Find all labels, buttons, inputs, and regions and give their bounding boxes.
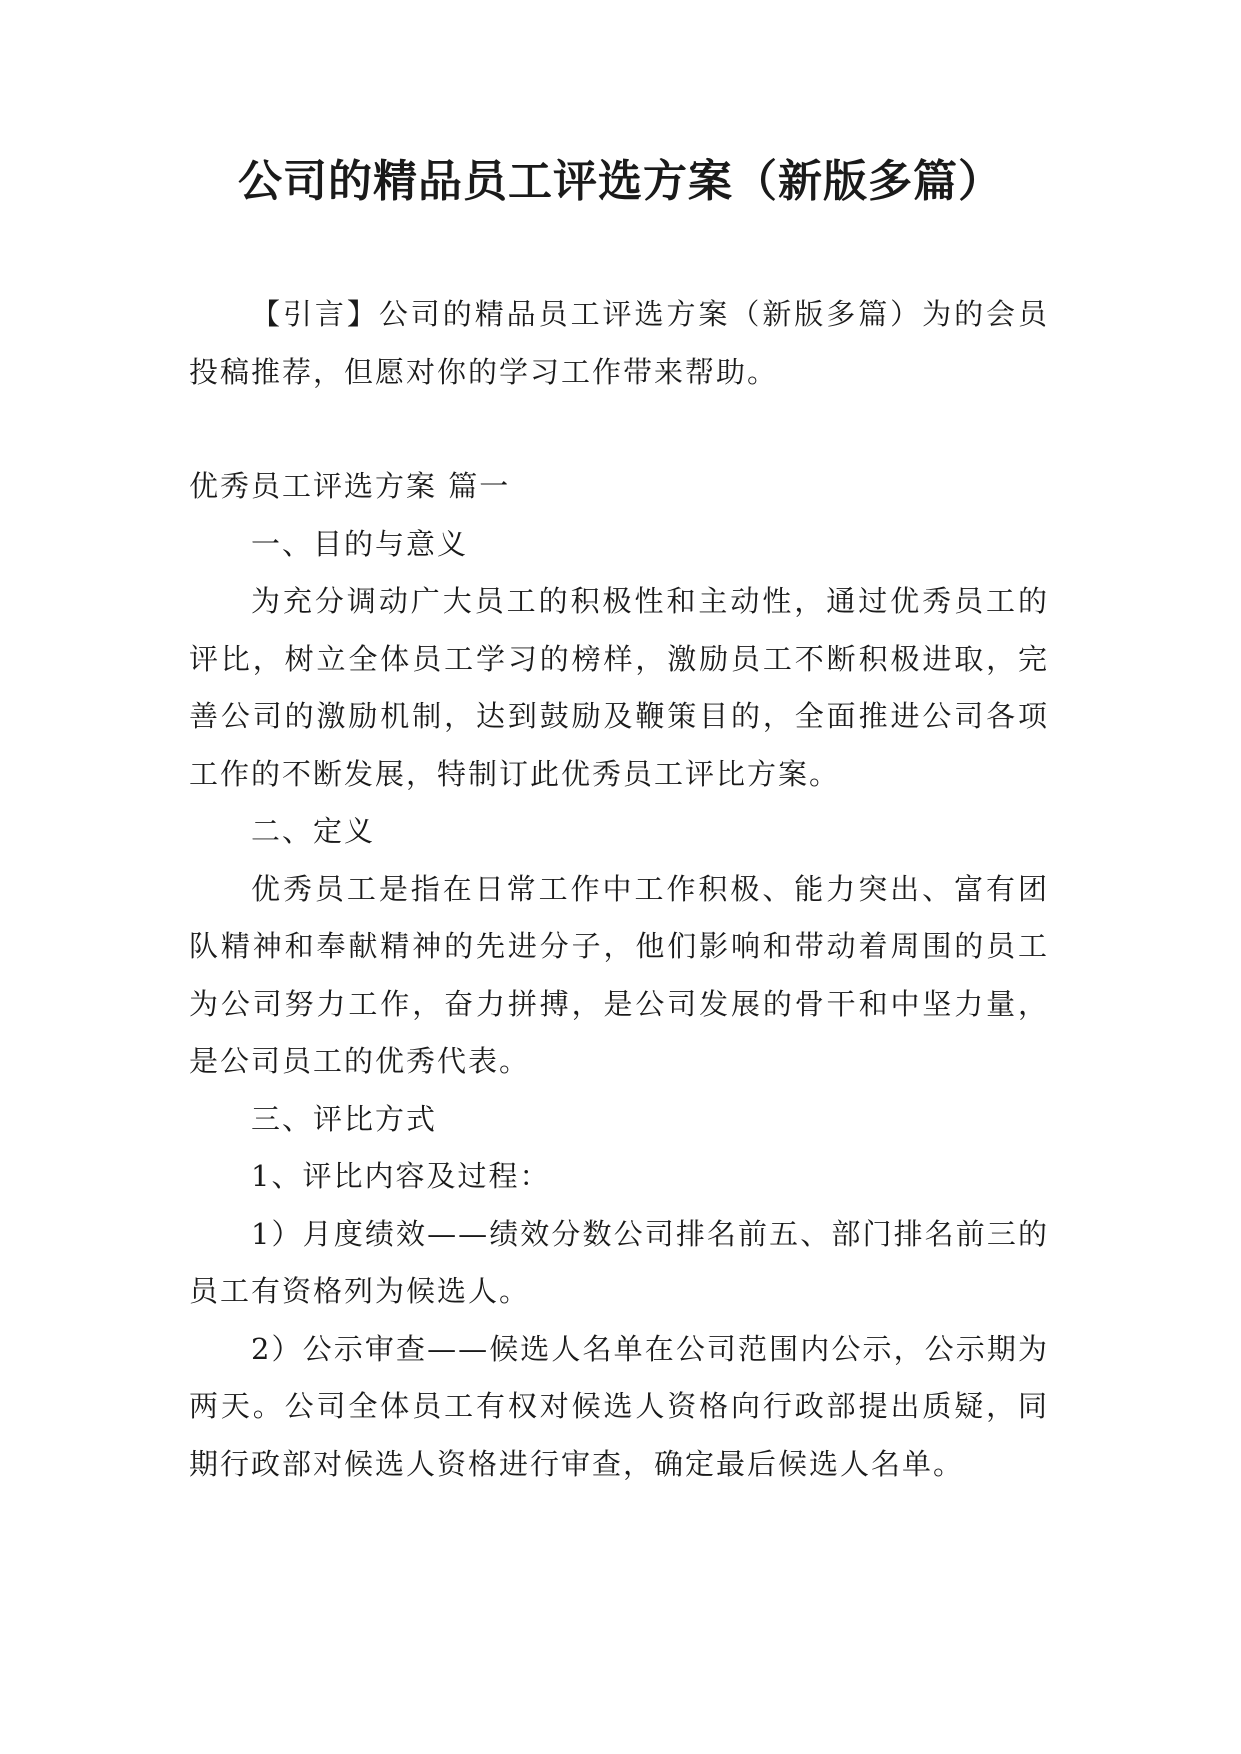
heading-definition: 二、定义 xyxy=(251,814,376,848)
subheading-content-process: 1、评比内容及过程： xyxy=(251,1159,551,1193)
item-public-review: 2）公示审查——候选人名单在公司范围内公示，公示期为两天。公司全体员工有权对候选人资格向行政部提出质疑，同期行政部对候选人资格进行审查，确定最后候选人名单。 xyxy=(189,1331,1049,1481)
heading-method: 三、评比方式 xyxy=(251,1101,438,1136)
heading-purpose: 一、目的与意义 xyxy=(251,526,469,561)
item-monthly-performance: 1）月度绩效——绩效分数公司排名前五、部门排名前三的员工有资格列为候选人。 xyxy=(189,1216,1049,1308)
paragraph-purpose: 为充分调动广大员工的积极性和主动性，通过优秀员工的评比，树立全体员工学习的榜样，激励员工不断积极进取，完善公司的激励机制，达到鼓励及鞭策目的，全面推进公司各项工作的不断发展，特制订此优秀员工评比方案。 xyxy=(189,584,1049,791)
section-heading: 优秀员工评选方案 篇一 xyxy=(189,469,511,503)
paragraph-definition: 优秀员工是指在日常工作中工作积极、能力突出、富有团队精神和奉献精神的先进分子，他们影响和带动着周围的员工为公司努力工作，奋力拼搏，是公司发展的骨干和中坚力量，是公司员工的优秀代表。 xyxy=(189,871,1049,1078)
document-body xyxy=(189,286,1049,1493)
intro-paragraph: 【引言】公司的精品员工评选方案（新版多篇）为的会员投稿推荐，但愿对你的学习工作带来帮助。 xyxy=(189,297,1049,389)
document-title: 公司的精品员工评选方案（新版多篇） xyxy=(238,156,1003,207)
